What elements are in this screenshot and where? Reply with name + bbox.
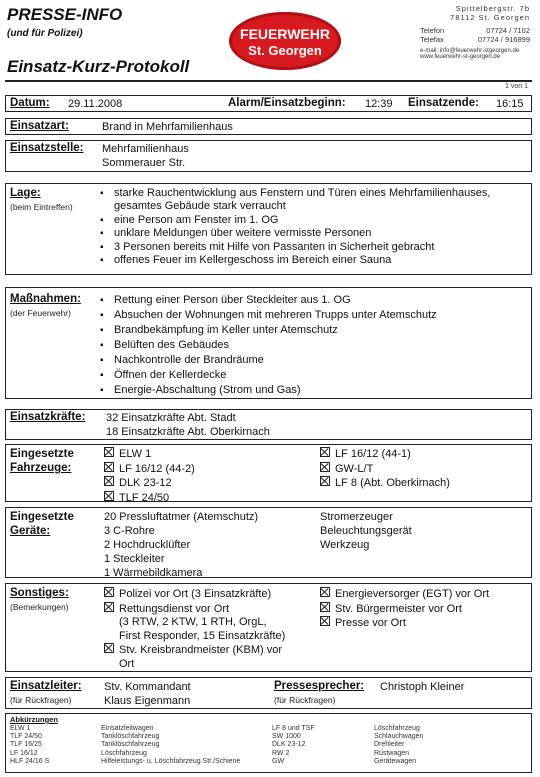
header-title: PRESSE-INFO <box>7 5 123 24</box>
abbrev-code: ELW 1 <box>10 725 31 732</box>
list-item: ▪ 3 Personen bereits mit Hilfe von Passanten in Sicherheit gebracht <box>98 241 523 254</box>
abbrev-meaning: Drehleiter <box>374 741 405 749</box>
geraete-label-line1: Eingesetzte <box>10 511 74 523</box>
einsatzstelle-line2: Sommerauer Str. <box>102 157 186 169</box>
abkuerzungen-section <box>5 713 532 773</box>
alarm-label: Alarm/Einsatzbeginn: <box>228 97 346 109</box>
checkbox-checked-icon <box>104 587 114 597</box>
fax-label: Telefax <box>420 35 444 44</box>
checked-item: Stv. Kreisbrandmeister (KBM) vor <box>104 643 285 658</box>
pressesprecher-sublabel: (für Rückfragen) <box>274 695 336 705</box>
list-item: ▪ Brandbekämpfung im Keller unter Atemschutz <box>98 323 523 338</box>
einsatzkraefte-section <box>5 409 532 440</box>
checkbox-checked-icon <box>104 602 114 612</box>
fahrzeuge-label-line2: Fahrzeuge: <box>10 462 72 474</box>
sonstiges-sublabel: (Bemerkungen) <box>10 602 69 612</box>
list-item: ▪ Belüften des Gebäudes <box>98 338 523 353</box>
address-block <box>420 4 530 60</box>
einsatzart-label: Einsatzart: <box>10 120 69 132</box>
ende-label: Einsatzende: <box>408 97 479 109</box>
address-street: Spittelbergstr. 7b <box>455 4 530 13</box>
massnahmen-label: Maßnahmen: <box>10 293 81 305</box>
item-continuation: Ort <box>119 657 135 670</box>
einsatzart-value: Brand in Mehrfamilienhaus <box>102 121 233 133</box>
lage-section <box>5 183 532 275</box>
list-item: ▪ Öffnen der Kellerdecke <box>98 368 523 383</box>
abbrev-meaning: Löschfahrzeug <box>374 725 420 732</box>
datum-label: Datum: <box>10 97 50 109</box>
lage-sublabel: (beim Eintreffen) <box>10 202 73 212</box>
pressesprecher-label: Pressesprecher: <box>274 680 365 692</box>
einsatzleiter-sublabel: (für Rückfragen) <box>10 695 72 705</box>
list-item: 1 Wärmebildkamera <box>104 567 203 579</box>
checked-item: TLF 24/50 <box>104 491 195 506</box>
abbrev-code: GW <box>272 757 285 765</box>
checkbox-checked-icon <box>104 462 114 472</box>
checked-item: Presse vor Ort <box>320 616 489 631</box>
checkbox-checked-icon <box>320 476 330 486</box>
geraete-col2 <box>320 510 412 552</box>
checked-item: Polizei vor Ort (3 Einsatzkräfte) <box>104 587 285 602</box>
massnahmen-section <box>5 287 532 399</box>
logo-line1: FEUERWEHR <box>240 26 330 42</box>
datum-value: 29.11.2008 <box>68 98 123 110</box>
abbrev-meaning: Rüstwagen <box>374 749 410 757</box>
sonstiges-section <box>5 583 532 672</box>
item-continuation: First Responder, 15 Einsatzkräfte) <box>119 629 286 642</box>
logo-line2: St. Georgen <box>248 43 322 58</box>
einsatzstelle-label: Einsatzstelle: <box>10 142 84 154</box>
feuerwehr-logo <box>229 12 341 70</box>
abbrev-meaning: Tanklöschfahrzeug <box>101 741 160 749</box>
geraete-section <box>5 507 532 578</box>
alarm-value: 12:39 <box>365 98 393 110</box>
list-item: 3 C-Rohre <box>104 525 155 537</box>
page-info: 1 von 1 <box>505 83 528 90</box>
checked-item: Stv. Bürgermeister vor Ort <box>320 602 489 617</box>
checked-item: GW-L/T <box>320 462 450 477</box>
ende-value: 16:15 <box>496 98 524 110</box>
abbrev-code: RW 2 <box>272 749 290 757</box>
abbrev-code: DLK 23-12 <box>272 741 306 749</box>
checked-item: Energieversorger (EGT) vor Ort <box>320 587 489 602</box>
address-city: 78112 St. Georgen <box>450 13 530 22</box>
fahrzeuge-label-line1: Eingesetzte <box>10 448 74 460</box>
list-item: ▪ Energie-Abschaltung (Strom und Gas) <box>98 383 523 398</box>
einsatzleiter-line2: Klaus Eigenmann <box>104 695 191 707</box>
abbrev-code: HLF 24/16 S <box>10 757 50 765</box>
abbrev-code: SW 1000 <box>272 733 301 741</box>
fahrzeuge-section <box>5 444 532 502</box>
checked-item: DLK 23-12 <box>104 476 195 491</box>
sonstiges-col1 <box>104 587 285 672</box>
sonstiges-label: Sonstiges: <box>10 587 69 599</box>
abkuerzungen-col1-codes <box>10 725 49 766</box>
list-item: Stromerzeuger <box>320 511 393 523</box>
massnahmen-list <box>98 293 523 398</box>
abbrev-code: LF 8 und TSF <box>272 725 315 732</box>
phone-value: 07724 / 7102 <box>486 26 530 35</box>
sonstiges-col2 <box>320 587 489 631</box>
list-item: ▪ Rettung einer Person über Steckleiter aus 1. OG <box>98 293 523 308</box>
list-item: ▪ unklare Meldungen über weitere vermisste Personen <box>98 227 523 240</box>
einsatzleiter-line1: Stv. Kommandant <box>104 681 191 693</box>
list-item: Beleuchtungsgerät <box>320 525 412 537</box>
header-title2: Einsatz-Kurz-Protokoll <box>7 57 190 76</box>
einsatzleiter-section <box>5 677 532 709</box>
einsatzart-section <box>5 118 532 135</box>
checkbox-checked-icon <box>320 462 330 472</box>
einsatzstelle-section <box>5 140 532 172</box>
pressesprecher-value: Christoph Kleiner <box>380 681 465 693</box>
list-item: 2 Hochdrucklüfter <box>104 539 191 551</box>
geraete-label-line2: Geräte: <box>10 525 51 537</box>
fax-value: 07724 / 916899 <box>477 35 530 44</box>
item-continuation: (3 RTW, 2 KTW, 1 RTH, OrgL, <box>119 616 267 629</box>
checkbox-checked-icon <box>320 587 330 597</box>
list-item: Werkzeug <box>320 539 370 551</box>
checkbox-checked-icon <box>320 602 330 612</box>
checkbox-checked-icon <box>104 491 114 501</box>
header-subtitle: (und für Polizei) <box>7 28 83 39</box>
checkbox-checked-icon <box>104 476 114 486</box>
abbrev-code: LF 16/12 <box>10 749 38 757</box>
checkbox-checked-icon <box>320 447 330 457</box>
list-item: 20 Pressluftatmer (Atemschutz) <box>104 511 259 523</box>
checked-item: ELW 1 <box>104 447 195 462</box>
abbrev-code: TLF 16/25 <box>10 741 42 749</box>
web-link[interactable]: www.feuerwehr-st-georgen.de <box>420 54 501 60</box>
abbrev-meaning: Hilfeleistungs- u. Löschfahrzeug Str./Schiene <box>101 757 241 765</box>
list-item: 1 Steckleiter <box>104 553 165 565</box>
checked-item: LF 16/12 (44-1) <box>320 447 450 462</box>
einsatzstelle-line1: Mehrfamilienhaus <box>102 143 189 155</box>
abkuerzungen-col2-meanings <box>374 725 423 766</box>
abbrev-meaning: Einsatzleitwagen <box>101 725 154 732</box>
fahrzeuge-col1 <box>104 447 195 505</box>
abkuerzungen-col2-codes <box>272 725 315 766</box>
abbrev-code: TLF 24/50 <box>10 733 42 741</box>
checked-item: Rettungsdienst vor Ort <box>104 602 285 617</box>
abkuerzungen-col1-meanings <box>101 725 240 766</box>
list-item: ▪ offenes Feuer im Kellergeschoss im Bereich einer Sauna <box>98 254 523 267</box>
checked-item: LF 16/12 (44-2) <box>104 462 195 477</box>
list-item: ▪ Nachkontrolle der Brandräume <box>98 353 523 368</box>
checkbox-checked-icon <box>104 447 114 457</box>
checkbox-checked-icon <box>320 616 330 626</box>
geraete-col1 <box>104 510 258 580</box>
einsatzkraefte-line1: 32 Einsatzkräfte Abt. Stadt <box>106 412 236 424</box>
lage-list <box>98 187 523 267</box>
einsatzleiter-label: Einsatzleiter: <box>10 680 82 692</box>
abbrev-meaning: Tanklöschfahrzeug <box>101 733 160 741</box>
list-item: ▪ starke Rauchentwicklung aus Fenstern und Türen eines Mehrfamilienhauses, gesamtes Gebäude stark verraucht <box>98 187 523 214</box>
einsatzkraefte-label: Einsatzkräfte: <box>10 411 86 423</box>
lage-label: Lage: <box>10 187 41 199</box>
datum-section <box>5 95 532 112</box>
checkbox-checked-icon <box>104 643 114 653</box>
list-item: ▪ Absuchen der Wohnungen mit mehreren Trupps unter Atemschutz <box>98 308 523 323</box>
phone-label: Telefon <box>420 26 445 35</box>
list-item: ▪ eine Person am Fenster im 1. OG <box>98 214 523 227</box>
abbrev-meaning: Löschfahrzeug <box>101 749 147 757</box>
abkuerzungen-title: Abkürzungen <box>10 715 58 724</box>
einsatzkraefte-line2: 18 Einsatzkräfte Abt. Oberkirnach <box>106 426 270 438</box>
fahrzeuge-col2 <box>320 447 450 491</box>
abbrev-meaning: Gerätewagen <box>374 757 417 765</box>
abbrev-meaning: Schlauchwagen <box>374 733 424 741</box>
massnahmen-sublabel: (der Feuerwehr) <box>10 308 71 318</box>
email-link[interactable]: e-mail: info@feuerwehr-stgeorgen.de <box>420 48 520 54</box>
checked-item: LF 8 (Abt. Oberkirnach) <box>320 476 450 491</box>
header-divider <box>5 80 532 82</box>
